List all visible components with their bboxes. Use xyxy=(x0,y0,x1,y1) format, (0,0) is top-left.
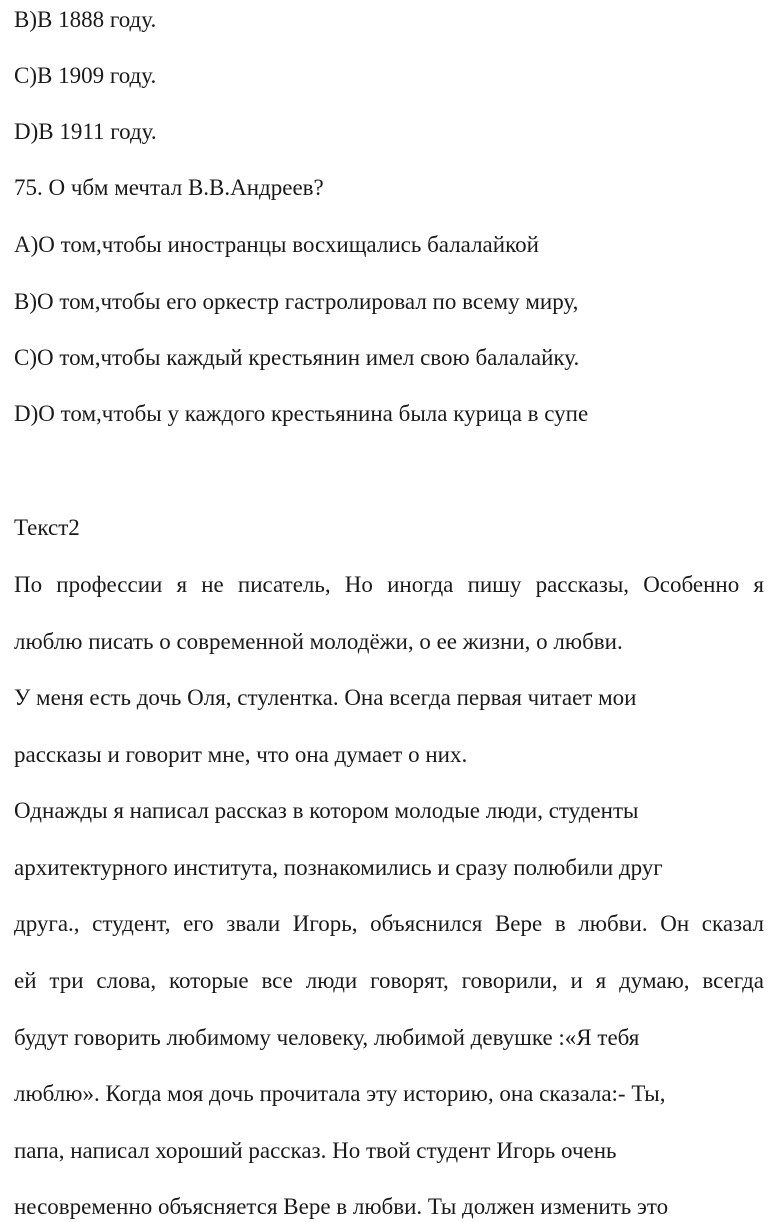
q74-option-d xyxy=(14,118,157,146)
option-letter: C) xyxy=(14,63,37,88)
option-text: В 1888 году. xyxy=(37,7,157,32)
option-letter: D) xyxy=(14,119,39,144)
paragraph-line: У меня есть дочь Оля, стулентка. Она всегда первая читает мои xyxy=(14,685,637,710)
option-text: О том,чтобы каждый крестьянин имел свою балалайку. xyxy=(37,345,580,370)
option-text: О том,чтобы его оркестр гастролировал по всему миру, xyxy=(37,289,579,314)
paragraph-line: папа, написал хороший рассказ. Но твой студент Игорь очень xyxy=(14,1138,617,1163)
question-75: 75. О чбм мечтал В.В.Андреев? xyxy=(14,175,324,200)
paragraph-line: По профессии я не писатель, Но иногда пишу рассказы, Особенно я xyxy=(14,572,764,597)
q74-option-b xyxy=(14,6,156,34)
q75-option-d xyxy=(14,400,588,428)
option-letter: A) xyxy=(14,232,39,257)
option-text: О том,чтобы иностранцы восхищались балалайкой xyxy=(38,232,539,257)
option-text: О том,чтобы у каждого крестьянина была курица в супе xyxy=(38,401,589,426)
option-text: В 1909 году. xyxy=(37,63,157,88)
q75-option-b xyxy=(14,288,578,316)
paragraph-line: люблю». Когда моя дочь прочитала эту историю, она сказала:- Ты, xyxy=(14,1081,666,1106)
paragraph-line: люблю писать о современной молодёжи, о ее жизни, о любви. xyxy=(14,629,623,654)
paragraph-line: Однажды я написал рассказ в котором молодые люди, студенты xyxy=(14,798,639,823)
paragraph-line: ей три слова, которые все люди говорят, говорили, и я думаю, всегда xyxy=(14,968,764,993)
option-letter: D) xyxy=(14,401,39,426)
q74-option-c xyxy=(14,62,156,90)
text2-heading: Текст2 xyxy=(14,515,80,540)
q75-option-a xyxy=(14,231,539,259)
paragraph-line: друга., студент, его звали Игорь, объяснился Вере в любви. Он сказал xyxy=(14,911,764,936)
paragraph-line: будут говорить любимому человеку, любимой девушке :«Я тебя xyxy=(14,1025,640,1050)
paragraph-line: архитектурного института, познакомились и сразу полюбили друг xyxy=(14,855,663,880)
paragraph-line: несовременно объясняется Вере в любви. Ты должен изменить это xyxy=(14,1194,669,1219)
paragraph-line: рассказы и говорит мне, что она думает о них. xyxy=(14,742,468,767)
option-letter: C) xyxy=(14,345,37,370)
option-letter: B) xyxy=(14,7,37,32)
option-letter: B) xyxy=(14,289,37,314)
option-text: В 1911 году. xyxy=(38,119,157,144)
q75-option-c xyxy=(14,344,579,372)
